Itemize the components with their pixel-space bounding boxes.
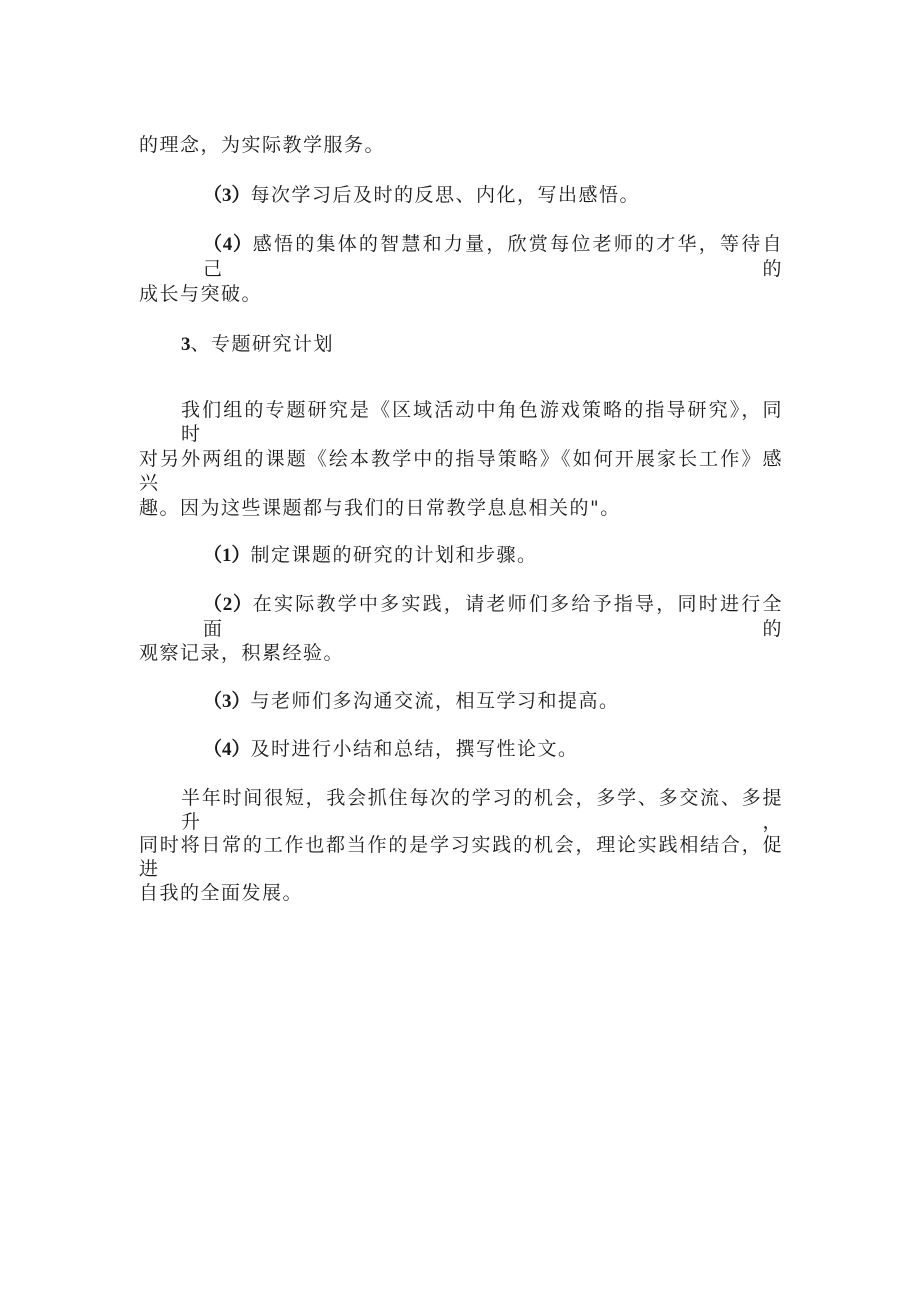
list-text: 与老师们多沟通交流，相互学习和提高。 bbox=[250, 690, 620, 712]
paragraph-line bbox=[139, 282, 789, 306]
list-number: （4） bbox=[203, 234, 253, 255]
line-text: 成长与突破。 bbox=[139, 283, 263, 305]
paragraph-line bbox=[181, 786, 783, 834]
line-text: 的理念，为实际教学服务。 bbox=[139, 134, 386, 156]
paragraph-line bbox=[139, 447, 783, 495]
paragraph-line bbox=[139, 881, 789, 905]
list-number: （3） bbox=[203, 185, 251, 206]
line-text: 我们组的专题研究是《区域活动中角色游戏策略的指导研究》，同时 bbox=[181, 399, 783, 445]
line-text: 同时将日常的工作也都当作的是学习实践的机会，理论实践相结合，促进 bbox=[139, 834, 783, 880]
list-number: （1） bbox=[203, 545, 251, 566]
list-text: 每次学习后及时的反思、内化，写出感悟。 bbox=[250, 184, 641, 206]
line-text: 趣。因为这些课题都与我们的日常教学息息相关的"。 bbox=[139, 497, 621, 519]
section-heading bbox=[181, 332, 831, 357]
list-item-3 bbox=[203, 689, 853, 714]
list-text: 及时进行小结和总结，撰写性论文。 bbox=[250, 738, 579, 760]
list-number: （2） bbox=[203, 594, 253, 615]
list-item-1 bbox=[203, 543, 853, 568]
heading-text: 、专题研究计划 bbox=[190, 333, 335, 355]
paragraph-line bbox=[139, 133, 789, 157]
list-item-3 bbox=[203, 183, 853, 208]
line-text: 观察记录，积累经验。 bbox=[139, 642, 345, 664]
list-number: （3） bbox=[203, 691, 251, 712]
line-text: 对另外两组的课题《绘本教学中的指导策略》《如何开展家长工作》感兴 bbox=[139, 448, 783, 494]
list-item-4 bbox=[203, 737, 853, 762]
line-text: 半年时间很短，我会抓住每次的学习的机会，多学、多交流、多提升， bbox=[181, 787, 783, 833]
list-text: 感悟的集体的智慧和力量，欣赏每位老师的才华，等待自己的 bbox=[203, 233, 783, 280]
list-item-4 bbox=[203, 232, 783, 281]
list-item-2 bbox=[203, 592, 783, 641]
paragraph-line bbox=[181, 398, 783, 446]
paragraph-line bbox=[139, 641, 789, 665]
line-text: 自我的全面发展。 bbox=[139, 882, 304, 904]
paragraph-line bbox=[139, 833, 783, 881]
heading-number: 3 bbox=[181, 334, 191, 355]
list-number: （4） bbox=[203, 739, 251, 760]
list-text: 制定课题的研究的计划和步骤。 bbox=[250, 544, 538, 566]
paragraph-line bbox=[139, 496, 789, 520]
list-text: 在实际教学中多实践，请老师们多给予指导，同时进行全面的 bbox=[203, 593, 783, 640]
